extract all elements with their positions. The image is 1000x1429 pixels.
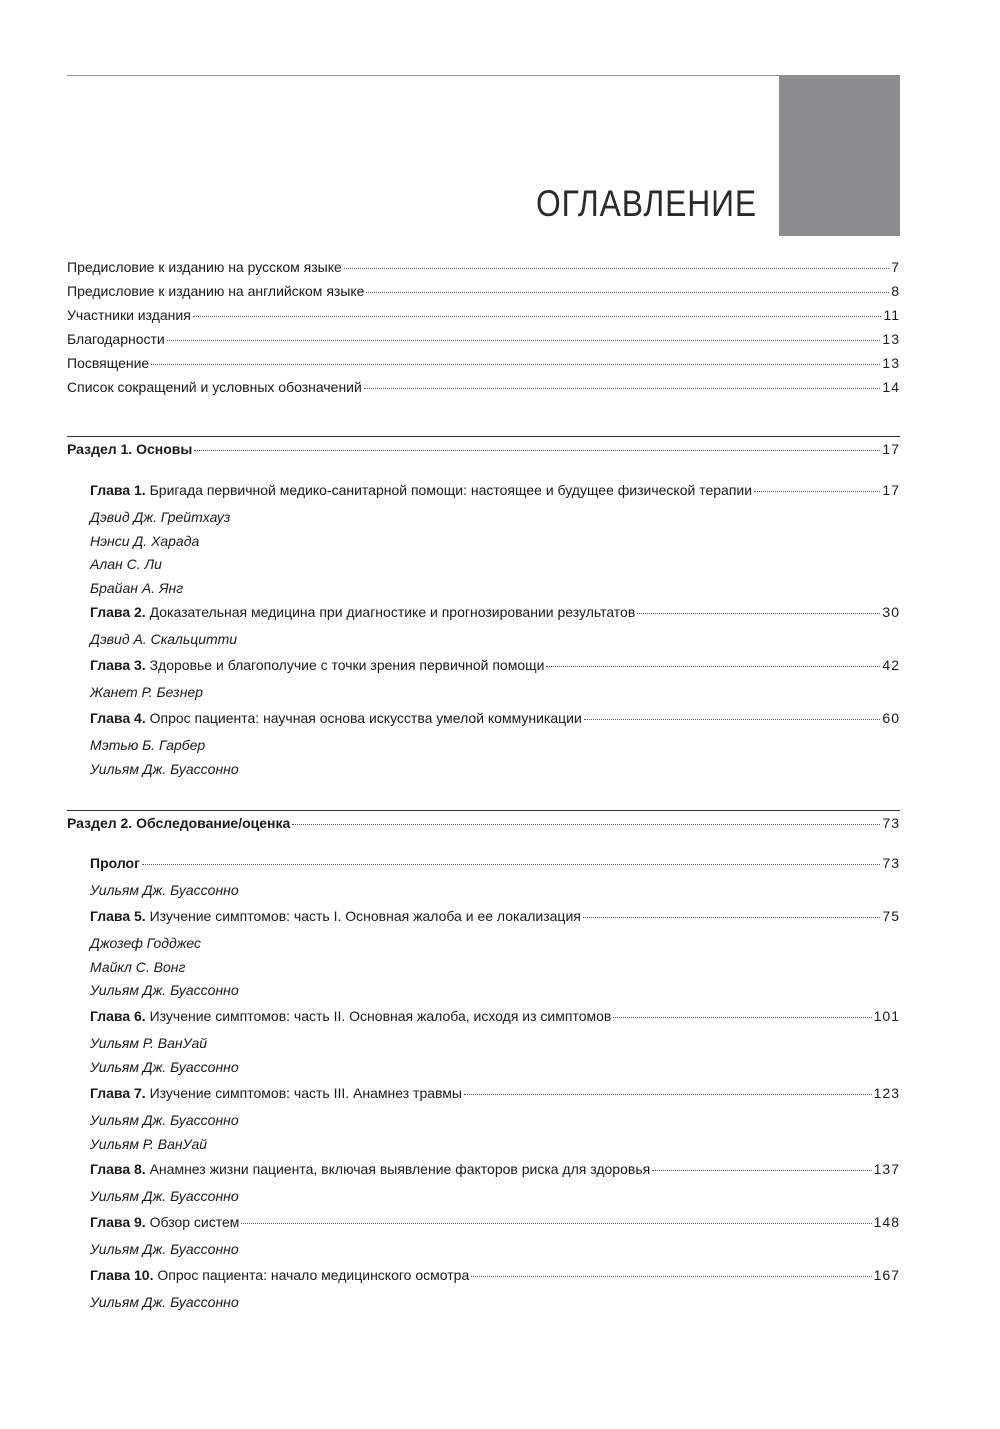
- chapter-5: [67, 908, 900, 1003]
- chapter-entry[interactable]: Глава 7. Изучение симптомов: часть III. Анамнез травмы 123: [90, 1085, 900, 1101]
- author: Жанет Р. Безнер: [90, 684, 203, 700]
- author: Дэвид А. Скальцитти: [90, 631, 238, 647]
- author: Алан С. Ли: [90, 556, 162, 572]
- chapter-8: [67, 1161, 900, 1209]
- chapter-9: [67, 1214, 900, 1262]
- author: Майкл С. Вонг: [90, 958, 186, 975]
- author: Уильям Дж. Буассонно: [90, 1188, 239, 1204]
- section-divider: [67, 810, 900, 811]
- chapter-entry[interactable]: Глава 1. Бригада первичной медико-санитарной помощи: настоящее и будущее физической терапии 17: [90, 482, 900, 498]
- author: Уильям Дж. Буассонно: [90, 1112, 239, 1128]
- prologue: [67, 855, 900, 903]
- chapter-entry[interactable]: Глава 2. Доказательная медицина при диагностике и прогнозировании результатов 30: [90, 604, 900, 620]
- author: Уильям Дж. Буассонно: [90, 760, 239, 777]
- toc-entry[interactable]: Благодарности 13: [67, 331, 900, 347]
- chapter-entry[interactable]: Глава 6. Изучение симптомов: часть II. Основная жалоба, исходя из симптомов 101: [90, 1008, 900, 1024]
- toc-entry[interactable]: Список сокращений и условных обозначений 14: [67, 379, 900, 395]
- author: Джозеф Годджес: [90, 935, 202, 951]
- section-2: [67, 815, 900, 839]
- section-divider: [67, 436, 900, 437]
- toc-entry[interactable]: Предисловие к изданию на английском языке 8: [67, 283, 900, 299]
- chapter-1: [67, 482, 900, 600]
- chapter-entry[interactable]: Глава 5. Изучение симптомов: часть I. Основная жалоба и ее локализация 75: [90, 908, 900, 924]
- author: Уильям Дж. Буассонно: [90, 1058, 239, 1075]
- author: Мэтью Б. Гарбер: [90, 737, 206, 753]
- chapter-entry[interactable]: Глава 4. Опрос пациента: научная основа искусства умелой коммуникации 60: [90, 710, 900, 726]
- author: Дэвид Дж. Грейтхауз: [90, 509, 231, 525]
- author: Уильям Дж. Буассонно: [90, 1294, 239, 1310]
- author: Уильям Дж. Буассонно: [90, 882, 239, 898]
- chapter-6: [67, 1008, 900, 1079]
- chapter-entry[interactable]: Пролог 73: [90, 855, 900, 871]
- chapter-2: [67, 604, 900, 652]
- chapter-entry[interactable]: Глава 10. Опрос пациента: начало медицинского осмотра 167: [90, 1267, 900, 1283]
- chapter-7: [67, 1085, 900, 1156]
- chapter-entry[interactable]: Глава 8. Анамнез жизни пациента, включая выявление факторов риска для здоровья 137: [90, 1161, 900, 1177]
- section-1: [67, 441, 900, 465]
- header-gray-block: [779, 75, 900, 236]
- section-heading[interactable]: Раздел 1. Основы 17: [67, 441, 900, 457]
- front-matter-list: [67, 259, 900, 403]
- chapter-4: [67, 710, 900, 781]
- chapter-entry[interactable]: Глава 9. Обзор систем 148: [90, 1214, 900, 1230]
- toc-entry[interactable]: Посвящение 13: [67, 355, 900, 371]
- author: Нэнси Д. Харада: [90, 532, 200, 549]
- chapter-3: [67, 657, 900, 705]
- toc-entry[interactable]: Участники издания 11: [67, 307, 900, 323]
- section-heading[interactable]: Раздел 2. Обследование/оценка 73: [67, 815, 900, 831]
- top-rule: [67, 75, 900, 76]
- page-title: ОГЛАВЛЕНИЕ: [536, 183, 757, 224]
- author: Брайан А. Янг: [90, 579, 184, 596]
- author: Уильям Р. ВанУай: [90, 1135, 208, 1152]
- author: Уильям Дж. Буассонно: [90, 1241, 239, 1257]
- chapter-entry[interactable]: Глава 3. Здоровье и благополучие с точки зрения первичной помощи 42: [90, 657, 900, 673]
- toc-entry[interactable]: Предисловие к изданию на русском языке 7: [67, 259, 900, 275]
- chapter-10: [67, 1267, 900, 1315]
- author: Уильям Дж. Буассонно: [90, 982, 239, 998]
- author: Уильям Р. ВанУай: [90, 1035, 208, 1051]
